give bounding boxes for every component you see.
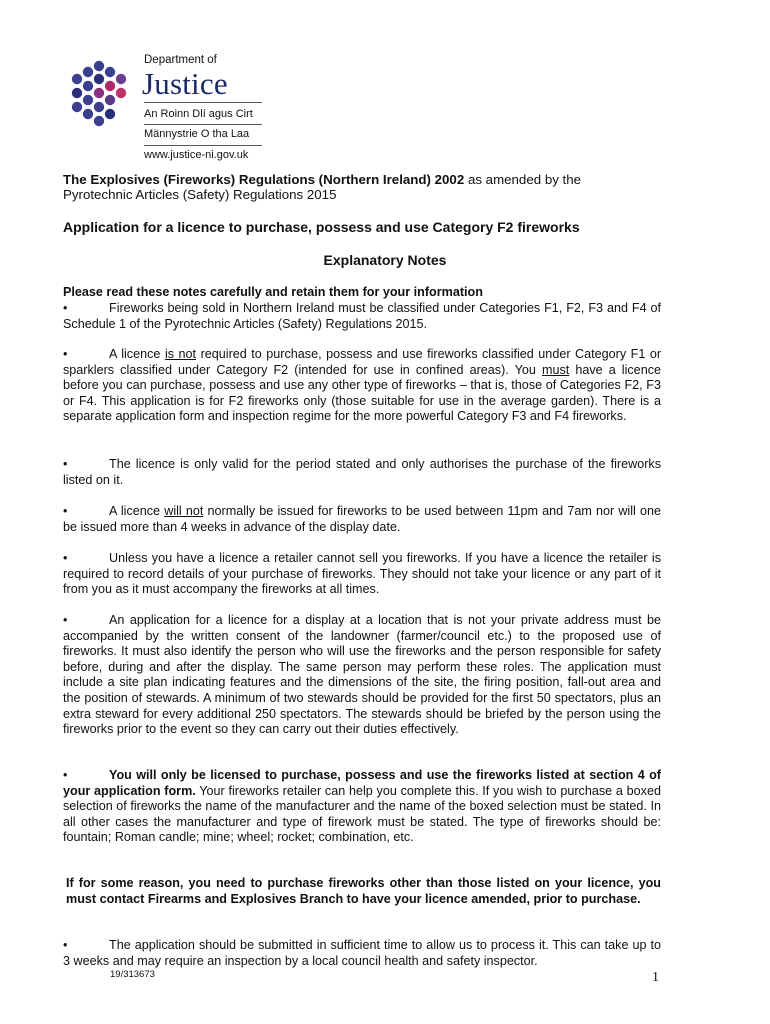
page-number: 1 bbox=[652, 970, 659, 985]
application-heading: Application for a licence to purchase, possess and use Category F2 fireworks bbox=[63, 219, 580, 235]
note-bullet-7 bbox=[63, 768, 661, 846]
note-bullet-5 bbox=[63, 551, 661, 598]
note-bullet-6 bbox=[63, 613, 661, 738]
note-text: A licence bbox=[109, 347, 161, 361]
regulations-title bbox=[63, 172, 673, 188]
note-text: have a licence before you can purchase, possess and use any other type of fireworks – that is, those of Categories F2, F3 or F4. This application is for F2 fireworks only (those suitable for use in the average garden). There is a separate application form and inspection regime for the more powerful Category F3 and F4 fireworks. bbox=[63, 362, 661, 424]
document-reference: 19/313673 bbox=[110, 969, 155, 980]
note-text: The application should be submitted in sufficient time to allow us to process it. This can take up to 3 weeks and may require an inspection by a local council health and safety inspector. bbox=[63, 938, 661, 968]
note-bold-text: You will only be licensed to purchase, possess and use the fireworks listed at section 4 of your application form. bbox=[63, 768, 661, 798]
logo-divider bbox=[144, 102, 262, 103]
bullet-icon: • bbox=[63, 938, 68, 952]
logo-ulster-scots: Männystrie O tha Laa bbox=[144, 128, 250, 140]
regulations-title-bold: The Explosives (Fireworks) Regulations (Northern Ireland) 2002 bbox=[63, 172, 465, 187]
note-emphasis: will not bbox=[164, 504, 204, 518]
explanatory-notes-heading: Explanatory Notes bbox=[323, 252, 447, 268]
note-bullet-8 bbox=[63, 938, 661, 969]
logo-website: www.justice-ni.gov.uk bbox=[144, 149, 249, 161]
logo-divider bbox=[144, 124, 262, 125]
purchase-warning: If for some reason, you need to purchase fireworks other than those listed on your licence, you must contact Firearms and Explosives Branch to have your licence amended, prior to purchase. bbox=[66, 876, 661, 906]
note-emphasis: must bbox=[541, 362, 570, 377]
logo-divider bbox=[144, 145, 262, 146]
bullet-icon: • bbox=[63, 301, 68, 315]
note-text: The licence is only valid for the period stated and only authorises the purchase of the fireworks listed on it. bbox=[63, 457, 661, 487]
bullet-icon: • bbox=[63, 347, 68, 361]
bullet-icon: • bbox=[63, 551, 68, 565]
note-emphasis: is not bbox=[164, 347, 197, 361]
logo-justice: Justice bbox=[142, 66, 228, 101]
bullet-icon: • bbox=[63, 504, 68, 518]
regulations-title-line2: Pyrotechnic Articles (Safety) Regulations 2015 bbox=[63, 187, 337, 202]
logo-irish: An Roinn Dlí agus Cirt bbox=[144, 108, 253, 120]
note-text: required to purchase, possess and use fireworks classified under Category F1 or sparklers classified under Category F2 (intended for use in confined areas). You bbox=[63, 347, 662, 377]
note-bullet-1 bbox=[63, 301, 661, 332]
note-text: A licence bbox=[109, 504, 161, 518]
logo-department: Department of bbox=[144, 54, 217, 66]
hexagon-cluster-icon bbox=[66, 58, 132, 128]
note-bullet-3 bbox=[63, 457, 661, 488]
note-text: An application for a licence for a display at a location that is not your private address must be accompanied by the written consent of the landowner (farmer/council etc.) to the proposed use of fireworks. It must also identify the person who will use the fireworks and the person responsible for safety before, during and after the display. The same person may perform these roles. The application must include a site plan indicating features and the dimensions of the site, the firing position, fall-out area and the position of stewards. A minimum of two stewards should be provided for the first 50 spectators, plus an extra steward for every additional 250 spectators. The stewards should be briefed by the person using the fireworks prior to the event so they can carry out their duties effectively. bbox=[63, 613, 661, 737]
note-text: Your fireworks retailer can help you complete this. If you wish to purchase a boxed selection of fireworks the name of the manufacturer and the name of the boxed selection must be stated. In all other cases the manufacturer and type of firework must be stated. The type of fireworks should be: fountain; Roman candle; mine; wheel; rocket; combination, etc. bbox=[63, 783, 661, 845]
note-bullet-2 bbox=[63, 347, 661, 425]
bullet-icon: • bbox=[63, 768, 68, 782]
note-text: normally be issued for fireworks to be used between 11pm and 7am nor will one be issued more than 4 weeks in advance of the display date. bbox=[63, 504, 661, 534]
bullet-icon: • bbox=[63, 457, 68, 471]
note-text: Fireworks being sold in Northern Ireland must be classified under Categories F1, F2, F3 and F4 of Schedule 1 of the Pyrotechnic Articles (Safety) Regulations 2015. bbox=[63, 301, 661, 331]
read-notes-heading: Please read these notes carefully and retain them for your information bbox=[63, 285, 483, 299]
bullet-icon: • bbox=[63, 613, 68, 627]
note-text: Unless you have a licence a retailer cannot sell you fireworks. If you have a licence the retailer is required to record details of your purchase of fireworks. They should not take your licence or any part of it from you as it must accompany the fireworks at all times. bbox=[63, 551, 661, 597]
note-bullet-4 bbox=[63, 504, 661, 535]
regulations-title-rest: as amended by the bbox=[467, 172, 582, 187]
